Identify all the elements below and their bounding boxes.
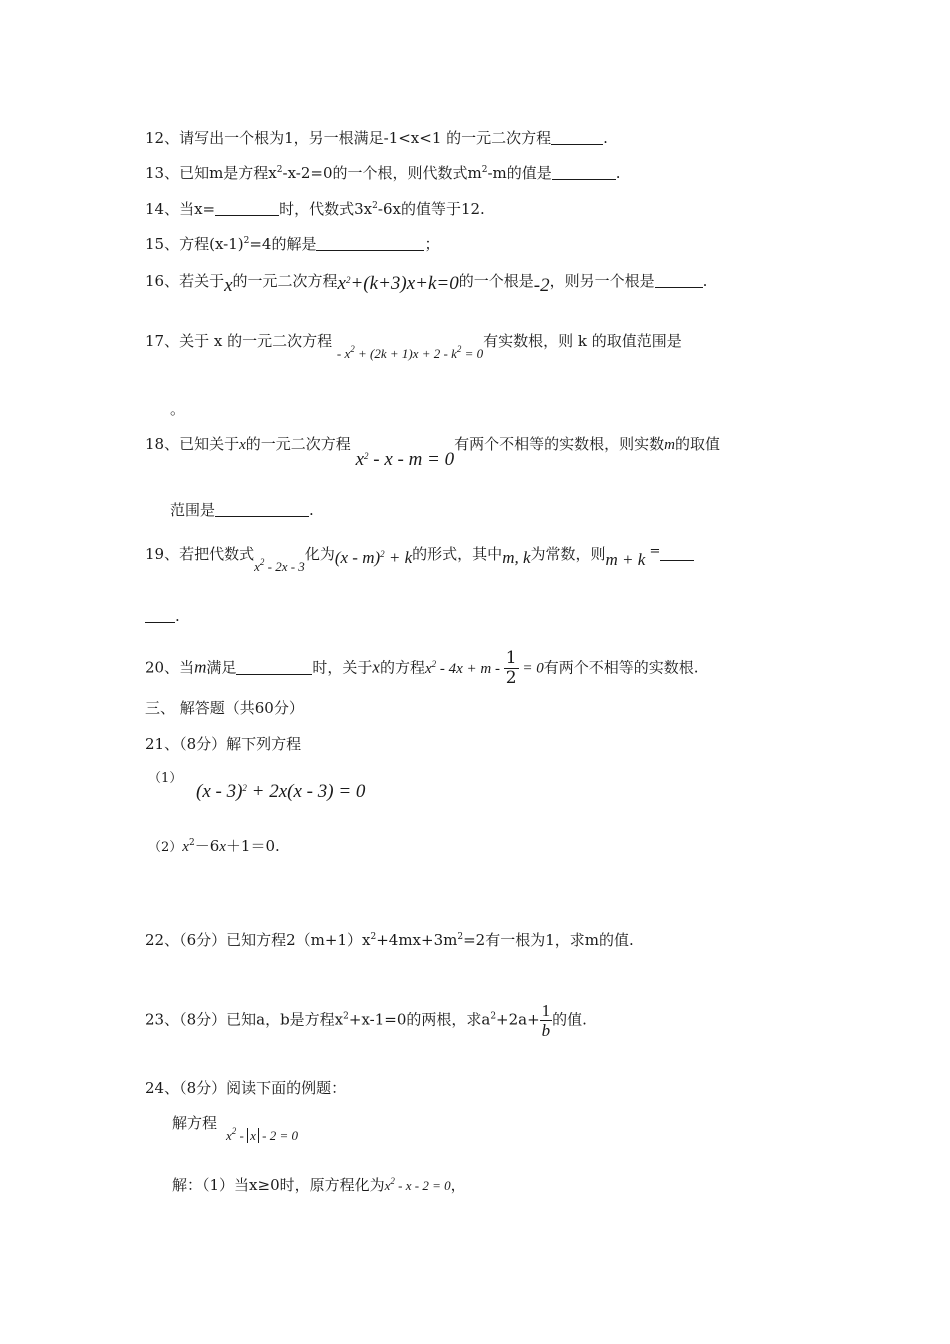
- section-heading: 三、 解答题（共60分）: [145, 699, 304, 717]
- answer-blank: [551, 129, 603, 145]
- answer-blank: [215, 200, 279, 216]
- question-21-part1-label: （1）: [148, 771, 183, 786]
- answer-blank: [660, 552, 694, 561]
- question-18-line2: 范围是 .: [170, 501, 314, 519]
- question-24-equation: $x^2 - x - 2 = 0$: [226, 1126, 299, 1143]
- question-15: 15、方程$(x-1)^2=4$的解是 ；: [145, 235, 440, 253]
- question-13: 13、已知m是方程$x^2-x-2=0$的一个根，则代数式$m^2-m$的值是 .: [145, 164, 621, 182]
- question-20: 20、当m满足 时，关于x的方程$x^2 - 4x + m$ - $\frac{1}{2}$ = 0有两个不相等的实数根.: [145, 648, 699, 688]
- question-22: 22、（6分）已知方程$2(m+1)x^2+4mx+3m^2=2$有一根为1，求m的值.: [145, 931, 634, 949]
- question-17-tail: 。: [170, 400, 186, 418]
- equation: $x^2 - x - m = 0$: [355, 449, 455, 470]
- fraction: $\frac{1}{b}$: [541, 1001, 551, 1040]
- equation: $x^2 - 4x + m$ -: [424, 658, 504, 677]
- question-24-solution: 解：（1）当x≥0时，原方程化为$x^2 - x - 2 = 0$，: [172, 1176, 466, 1194]
- question-14: 14、当x= 时，代数式$3x^2-6x$的值等于12.: [145, 200, 485, 218]
- question-24-solve-label: 解方程: [172, 1114, 218, 1132]
- answer-blank: [316, 235, 424, 251]
- question-21-part2: $(2)x^2-6x+1=0$.: [148, 837, 280, 855]
- question-12: 12、请写出一个根为1，另一根满足-1<x<1 的一元二次方程 .: [145, 129, 608, 147]
- answer-blank: [215, 501, 309, 517]
- answer-blank: [236, 659, 312, 675]
- equation: $x^2 - x - 2 = 0$: [384, 1176, 451, 1193]
- equation: - $x^2 + (2k + 1)x + 2 - k^2 = 0$: [336, 344, 484, 361]
- answer-blank: [552, 164, 616, 180]
- question-21-part1-equation: (x - 3)$^2$ + 2x(x - 3) = 0: [196, 781, 366, 802]
- question-24: 24、（8分）阅读下面的例题：: [145, 1079, 347, 1097]
- question-19-line2: .: [145, 606, 180, 626]
- expression-form: (x - m)$^2$ + k: [334, 548, 413, 567]
- question-19: 19、若把代数式$x^2 - 2x - 3$化为(x - m)$^2$ + k的形式，其中m, k为常数，则m + k =: [145, 542, 694, 577]
- answer-blank: [145, 607, 175, 623]
- question-16: 16、若关于x的一元二次方程$x^2+(k+3)x+k=0$的一个根是-2，则另一个根是 .: [145, 272, 708, 296]
- question-21: 21、（8分）解下列方程: [145, 735, 302, 753]
- question-18: 18、已知关于x的一元二次方程 $x^2 - x - m = 0$有两个不相等的实数根，则实数m的取值: [145, 435, 721, 470]
- fraction: $\frac{1}{2}$: [505, 648, 517, 688]
- expression: $x^2 - 2x - 3$: [254, 557, 305, 574]
- equation: $x^2+(k+3)x+k=0$: [337, 273, 459, 294]
- answer-blank: [655, 272, 703, 288]
- question-23: 23、（8分）已知a，b是方程$x^2+x-1=0$的两根，求$a^2+2a+$ $\frac{1}{b}$ 的值.: [145, 1001, 587, 1040]
- question-17: 17、关于 x 的一元二次方程 - $x^2 + (2k + 1)x + 2 - k^2 = 0$有实数根，则 k 的取值范围是: [145, 332, 682, 361]
